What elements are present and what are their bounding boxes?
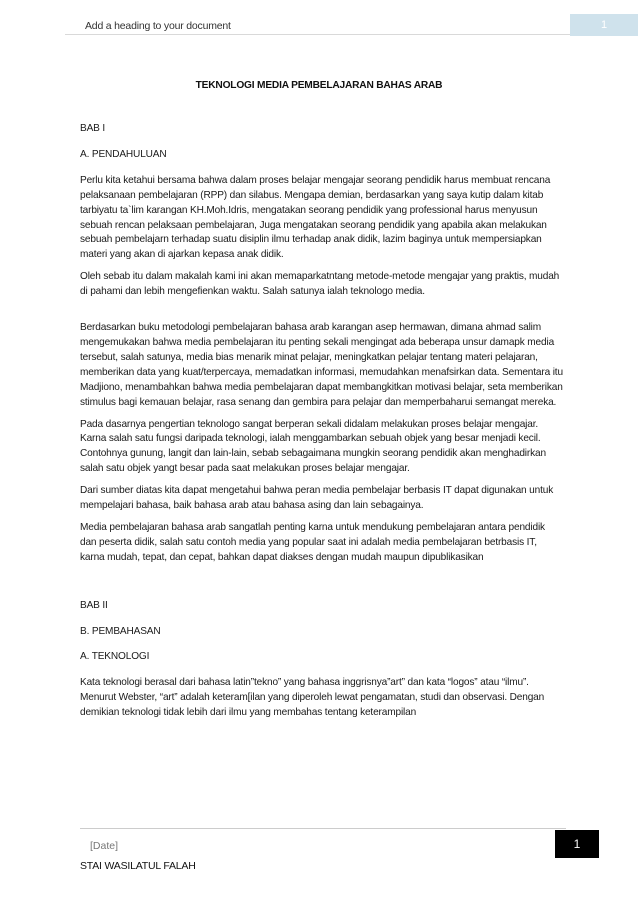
paragraph: Pada dasarnya pengertian teknologo sangat berperan sekali didalam melakukan proses belajar mengajar. Karna salah satu fungsi daripada teknologi, ialah menggambarkan sebuah objek yang besar menjadi kecil. Contohnya gunung, langit dan lain-lain, sebab sebagaimana mungkin seorang pendidik akan menghadirkan salah satu objek yangt besar pada saat melakukan proses belajar mengajar. [80, 418, 546, 475]
footer-divider [80, 828, 566, 829]
section-pembahasan: B. PEMBAHASAN [80, 625, 161, 637]
footer-organization: STAI WASILATUL FALAH [80, 860, 196, 872]
paragraph: Kata teknologi berasal dari bahasa latin”tekno” yang bahasa inggrisnya”art” dan kata “logos” atau “ilmu”. Menurut Webster, “art” adalah keteram[ilan yang diperoleh lewat pengamatan, studi dan observasi. Dengan demikian teknologi tidak lebih dari ilmu yang membahas tentang keterampilan [80, 677, 545, 719]
header-page-number: 1 [570, 14, 638, 36]
spacer [80, 307, 563, 321]
spacer [80, 573, 563, 599]
section-pendahuluan: A. PENDAHULUAN [80, 148, 167, 160]
paragraph: Dari sumber diatas kita dapat mengetahui bahwa peran media pembelajar berbasis IT dapat digunakan untuk mempelajari bahasa, baik bahasa arab atau bahasa asing dan lain sebagainya. [80, 485, 554, 512]
header-divider [65, 34, 570, 35]
chapter-2-label: BAB II [80, 599, 108, 611]
document-title: TEKNOLOGI MEDIA PEMBELAJARAN BAHAS ARAB [195, 80, 443, 91]
footer-date: [Date] [90, 840, 119, 852]
chapter-1-label: BAB I [80, 123, 106, 134]
paragraph: Oleh sebab itu dalam makalah kami ini akan memaparkatntang metode-metode mengajar yang praktis, mudah di pahami dan lebih mengefienkan waktu. Salah satunya ialah teknologo media. [80, 271, 560, 298]
subsection-teknologi: A. TEKNOLOGI [80, 651, 150, 663]
paragraph: Berdasarkan buku metodologi pembelajaran bahasa arab karangan asep hermawan, dimana ahmad salim mengemukakan bahwa media pembelajaran itu penting sekali mengingat ada beberapa unsur damapk media tersebut, salah satunya, media bias menarik minat pelajar, meningkatkan pelajar tentang materi pelajaran, memberikan data yang kuat/terpercaya, memadatkan informasi, memudahkan menafsirkan data. Sementara itu Madjiono, menambahkan bahwa media pembelajaran dapat membangkitkan motivasi belajar, seta memberikan stimulus bagi kemauan belajar, rasa senang dan gembira para pelajar dan memperbaharui semangat mereka. [80, 322, 563, 408]
document-body [80, 122, 563, 728]
document-header: Add a heading to your document [85, 20, 231, 32]
paragraph: Media pembelajaran bahasa arab sangatlah penting karna untuk mendukung pembelajaran antara pendidik dan peserta didik, salah satu contoh media yang popular saat ini adalah media pembelajaran betrbasis IT, karna mudah, tepat, dan cepat, bahkan dapat diakses dengan mudah maupun dipublikasikan [80, 521, 545, 563]
footer-page-number: 1 [555, 830, 599, 858]
paragraph: Perlu kita ketahui bersama bahwa dalam proses belajar mengajar seorang pendidik harus membuat rencana pelaksanaan pembelajaran (RPP) dan silabus. Mengapa demian, berdasarkan yang saya kutip dalam kitab tarbiyatu ta`lim karangan KH.Moh.Idris, mengatakan seorang pendidik yang professional harus menyusun sebuah rencan pelaksaan pembelajaran, Juga mengatakan seorang pendidik yang apabila akan melakukan sebuah pembelajarn terhadap suatu disiplin ilmu terhadap anak didik, lazim baginya untuk mempersiapkan materi yang akan di ajarkan kepasa anak didik. [80, 174, 551, 261]
